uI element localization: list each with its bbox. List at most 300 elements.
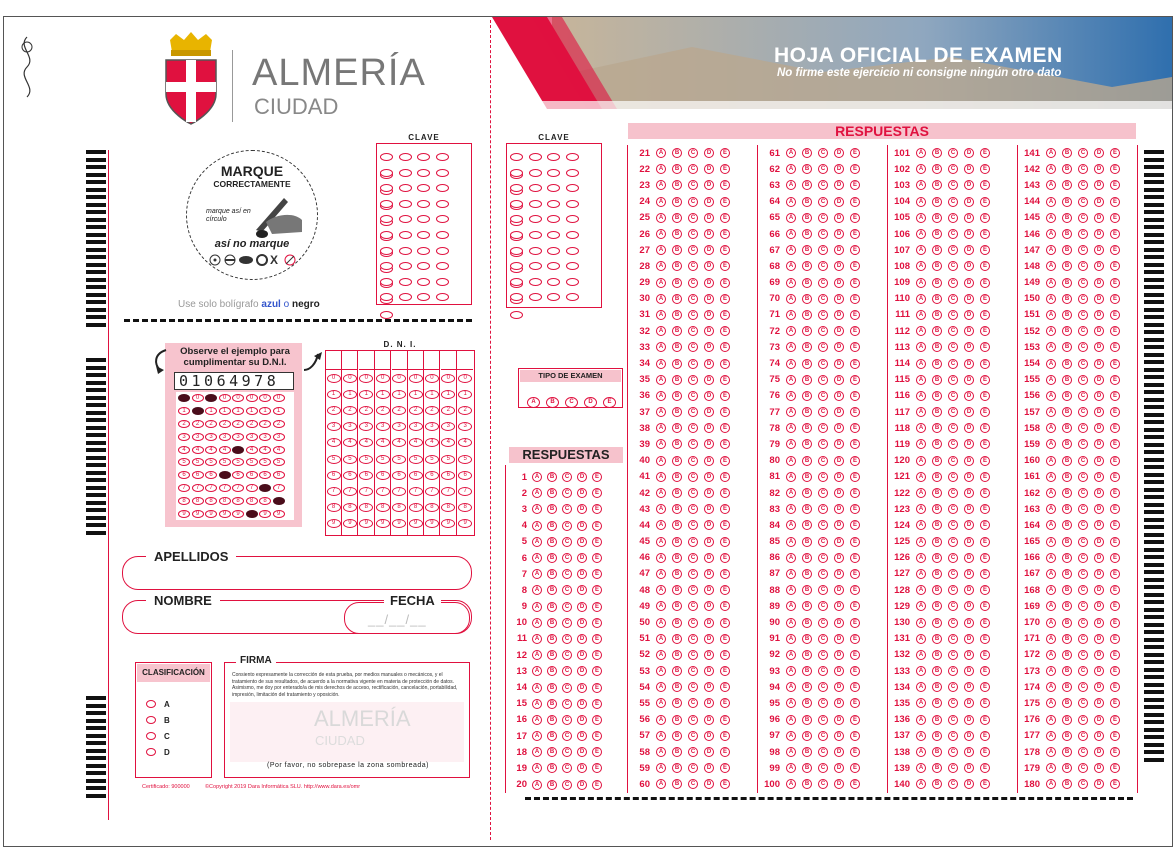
answer-bubble[interactable]: C <box>948 423 958 433</box>
answer-bubble[interactable]: E <box>592 553 602 563</box>
answer-bubble[interactable]: C <box>948 148 958 158</box>
clave-bubble[interactable] <box>436 293 449 301</box>
answer-bubble[interactable]: A <box>1046 553 1056 563</box>
dni-write-box[interactable] <box>457 351 473 370</box>
answer-bubble[interactable]: E <box>980 229 990 239</box>
answer-bubble[interactable]: C <box>688 747 698 757</box>
answer-bubble[interactable]: B <box>802 682 812 692</box>
answer-bubble[interactable]: E <box>1110 585 1120 595</box>
answer-bubble[interactable]: A <box>1046 439 1056 449</box>
clave-bubble[interactable] <box>510 278 523 286</box>
answer-bubble[interactable]: E <box>592 504 602 514</box>
dni-bubble[interactable]: 3 <box>425 422 439 431</box>
answer-bubble[interactable]: E <box>720 585 730 595</box>
dni-bubble[interactable]: 5 <box>425 455 439 464</box>
answer-bubble[interactable]: D <box>704 553 714 563</box>
answer-bubble[interactable]: E <box>850 375 860 385</box>
answer-bubble[interactable]: E <box>720 278 730 288</box>
answer-bubble[interactable]: D <box>704 763 714 773</box>
answer-bubble[interactable]: C <box>1078 715 1088 725</box>
dni-bubble[interactable]: 5 <box>392 455 406 464</box>
dni-bubble[interactable]: 5 <box>359 455 373 464</box>
answer-bubble[interactable]: D <box>704 601 714 611</box>
answer-bubble[interactable]: C <box>948 634 958 644</box>
answer-bubble[interactable]: D <box>1094 164 1104 174</box>
clave-bubble[interactable] <box>399 169 412 177</box>
answer-bubble[interactable]: A <box>916 682 926 692</box>
answer-bubble[interactable]: B <box>1062 569 1072 579</box>
answer-bubble[interactable]: E <box>1110 375 1120 385</box>
clave-bubble[interactable] <box>510 215 523 223</box>
answer-bubble[interactable]: C <box>688 715 698 725</box>
answer-bubble[interactable]: A <box>786 197 796 207</box>
answer-bubble[interactable]: D <box>964 488 974 498</box>
answer-bubble[interactable]: E <box>980 180 990 190</box>
answer-bubble[interactable]: A <box>532 699 542 709</box>
answer-bubble[interactable]: B <box>1062 326 1072 336</box>
answer-bubble[interactable]: D <box>964 213 974 223</box>
answer-bubble[interactable]: C <box>1078 278 1088 288</box>
answer-bubble[interactable]: C <box>1078 342 1088 352</box>
dni-bubble[interactable]: 9 <box>458 519 472 528</box>
answer-bubble[interactable]: D <box>964 456 974 466</box>
answer-bubble[interactable]: A <box>786 634 796 644</box>
tipo-examen-bubble[interactable]: C <box>565 397 578 408</box>
answer-bubble[interactable]: D <box>1094 779 1104 789</box>
answer-bubble[interactable]: C <box>1078 245 1088 255</box>
answer-bubble[interactable]: D <box>834 456 844 466</box>
answer-bubble[interactable]: A <box>656 715 666 725</box>
answer-bubble[interactable]: D <box>704 342 714 352</box>
answer-bubble[interactable]: C <box>948 229 958 239</box>
answer-bubble[interactable]: C <box>818 763 828 773</box>
answer-bubble[interactable]: E <box>1110 504 1120 514</box>
answer-bubble[interactable]: A <box>656 197 666 207</box>
answer-bubble[interactable]: C <box>818 666 828 676</box>
answer-bubble[interactable]: B <box>1062 342 1072 352</box>
answer-bubble[interactable]: E <box>980 682 990 692</box>
answer-bubble[interactable]: C <box>948 747 958 757</box>
answer-bubble[interactable]: E <box>850 634 860 644</box>
answer-bubble[interactable]: A <box>1046 213 1056 223</box>
answer-bubble[interactable]: E <box>850 569 860 579</box>
answer-bubble[interactable]: D <box>834 504 844 514</box>
answer-bubble[interactable]: E <box>850 698 860 708</box>
answer-bubble[interactable]: E <box>720 698 730 708</box>
dni-bubble[interactable]: 9 <box>327 519 341 528</box>
answer-bubble[interactable]: A <box>786 375 796 385</box>
answer-bubble[interactable]: A <box>532 569 542 579</box>
answer-bubble[interactable]: B <box>1062 520 1072 530</box>
answer-bubble[interactable]: E <box>1110 294 1120 304</box>
answer-bubble[interactable]: C <box>818 326 828 336</box>
answer-bubble[interactable]: A <box>786 245 796 255</box>
answer-bubble[interactable]: B <box>672 585 682 595</box>
answer-bubble[interactable]: C <box>688 423 698 433</box>
answer-bubble[interactable]: C <box>562 715 572 725</box>
answer-bubble[interactable]: C <box>688 504 698 514</box>
answer-bubble[interactable]: C <box>688 294 698 304</box>
answer-bubble[interactable]: A <box>1046 407 1056 417</box>
answer-bubble[interactable]: C <box>1078 423 1088 433</box>
answer-bubble[interactable]: B <box>547 747 557 757</box>
clave-bubble[interactable] <box>380 278 393 286</box>
clave-bubble[interactable] <box>547 215 560 223</box>
answer-bubble[interactable]: B <box>932 520 942 530</box>
answer-bubble[interactable]: B <box>672 407 682 417</box>
answer-bubble[interactable]: B <box>672 634 682 644</box>
answer-bubble[interactable]: C <box>688 650 698 660</box>
answer-bubble[interactable]: C <box>948 407 958 417</box>
dni-bubble[interactable]: 9 <box>376 519 390 528</box>
answer-bubble[interactable]: D <box>1094 488 1104 498</box>
answer-bubble[interactable]: D <box>964 359 974 369</box>
answer-bubble[interactable]: D <box>1094 310 1104 320</box>
answer-bubble[interactable]: C <box>948 537 958 547</box>
answer-bubble[interactable]: B <box>672 310 682 320</box>
answer-bubble[interactable]: C <box>818 197 828 207</box>
answer-bubble[interactable]: A <box>786 585 796 595</box>
answer-bubble[interactable]: E <box>980 650 990 660</box>
dni-bubble[interactable]: 7 <box>343 487 357 496</box>
clave-bubble[interactable] <box>380 200 393 208</box>
answer-bubble[interactable]: D <box>834 326 844 336</box>
answer-bubble[interactable]: A <box>786 326 796 336</box>
clave-bubble[interactable] <box>566 153 579 161</box>
answer-bubble[interactable]: D <box>577 650 587 660</box>
answer-bubble[interactable]: E <box>592 747 602 757</box>
answer-bubble[interactable]: E <box>980 537 990 547</box>
answer-bubble[interactable]: C <box>818 472 828 482</box>
dni-bubble[interactable]: 9 <box>441 519 455 528</box>
answer-bubble[interactable]: E <box>850 326 860 336</box>
answer-bubble[interactable]: C <box>1078 456 1088 466</box>
answer-bubble[interactable]: B <box>672 779 682 789</box>
answer-bubble[interactable]: B <box>932 229 942 239</box>
answer-bubble[interactable]: D <box>704 310 714 320</box>
answer-bubble[interactable]: E <box>592 731 602 741</box>
answer-bubble[interactable]: D <box>964 197 974 207</box>
answer-bubble[interactable]: E <box>1110 180 1120 190</box>
answer-bubble[interactable]: B <box>932 294 942 304</box>
answer-bubble[interactable]: C <box>818 634 828 644</box>
answer-bubble[interactable]: A <box>916 520 926 530</box>
dni-bubble[interactable]: 6 <box>376 471 390 480</box>
answer-bubble[interactable]: D <box>704 278 714 288</box>
answer-bubble[interactable]: C <box>948 294 958 304</box>
answer-bubble[interactable]: A <box>786 715 796 725</box>
answer-bubble[interactable]: A <box>1046 229 1056 239</box>
answer-bubble[interactable]: A <box>916 294 926 304</box>
answer-bubble[interactable]: E <box>850 537 860 547</box>
answer-bubble[interactable]: C <box>688 537 698 547</box>
clave-bubble[interactable] <box>547 169 560 177</box>
answer-bubble[interactable]: E <box>1110 407 1120 417</box>
answer-bubble[interactable]: D <box>834 213 844 223</box>
answer-bubble[interactable]: D <box>834 553 844 563</box>
answer-bubble[interactable]: C <box>948 553 958 563</box>
answer-bubble[interactable]: D <box>704 537 714 547</box>
answer-bubble[interactable]: A <box>916 618 926 628</box>
dni-bubble[interactable]: 1 <box>327 390 341 399</box>
answer-bubble[interactable]: D <box>964 391 974 401</box>
answer-bubble[interactable]: E <box>720 310 730 320</box>
answer-bubble[interactable]: E <box>720 504 730 514</box>
tipo-examen-bubble[interactable]: A <box>527 397 540 408</box>
clave-bubble[interactable] <box>510 262 523 270</box>
answer-bubble[interactable]: B <box>932 180 942 190</box>
answer-bubble[interactable]: C <box>688 359 698 369</box>
answer-bubble[interactable]: E <box>850 618 860 628</box>
answer-bubble[interactable]: D <box>577 472 587 482</box>
answer-bubble[interactable]: E <box>1110 472 1120 482</box>
answer-bubble[interactable]: A <box>656 634 666 644</box>
clave-bubble[interactable] <box>547 184 560 192</box>
answer-bubble[interactable]: B <box>802 747 812 757</box>
answer-bubble[interactable]: A <box>786 342 796 352</box>
answer-bubble[interactable]: E <box>980 375 990 385</box>
answer-bubble[interactable]: D <box>704 245 714 255</box>
answer-bubble[interactable]: D <box>577 488 587 498</box>
answer-bubble[interactable]: B <box>672 278 682 288</box>
answer-bubble[interactable]: D <box>577 521 587 531</box>
answer-bubble[interactable]: A <box>656 148 666 158</box>
answer-bubble[interactable]: D <box>1094 520 1104 530</box>
answer-bubble[interactable]: C <box>818 698 828 708</box>
answer-bubble[interactable]: A <box>786 213 796 223</box>
answer-bubble[interactable]: B <box>802 229 812 239</box>
answer-bubble[interactable]: A <box>786 682 796 692</box>
answer-bubble[interactable]: D <box>834 488 844 498</box>
answer-bubble[interactable]: C <box>1078 229 1088 239</box>
answer-bubble[interactable]: B <box>1062 245 1072 255</box>
answer-bubble[interactable]: C <box>818 779 828 789</box>
answer-bubble[interactable]: C <box>818 715 828 725</box>
clave-bubble[interactable] <box>417 247 430 255</box>
answer-bubble[interactable]: B <box>802 666 812 676</box>
answer-bubble[interactable]: C <box>818 278 828 288</box>
answer-bubble[interactable]: C <box>948 488 958 498</box>
answer-bubble[interactable]: D <box>834 601 844 611</box>
answer-bubble[interactable]: D <box>964 261 974 271</box>
answer-bubble[interactable]: A <box>656 618 666 628</box>
answer-bubble[interactable]: C <box>688 634 698 644</box>
answer-bubble[interactable]: B <box>1062 439 1072 449</box>
clave-grid-right[interactable] <box>506 143 602 308</box>
answer-bubble[interactable]: B <box>802 359 812 369</box>
answer-bubble[interactable]: E <box>720 666 730 676</box>
clasificacion-option[interactable] <box>146 744 206 760</box>
clasificacion-bubble[interactable] <box>146 748 156 756</box>
clave-bubble[interactable] <box>510 247 523 255</box>
answer-bubble[interactable]: C <box>948 375 958 385</box>
answer-bubble[interactable]: E <box>850 456 860 466</box>
answer-bubble[interactable]: D <box>704 294 714 304</box>
dni-grid[interactable] <box>325 350 475 536</box>
answer-bubble[interactable]: C <box>688 261 698 271</box>
answer-bubble[interactable]: E <box>720 715 730 725</box>
answer-bubble[interactable]: B <box>672 326 682 336</box>
answer-bubble[interactable]: E <box>592 683 602 693</box>
clave-bubble[interactable] <box>399 262 412 270</box>
dni-bubble[interactable]: 4 <box>359 438 373 447</box>
clave-bubble[interactable] <box>399 215 412 223</box>
answer-bubble[interactable]: C <box>1078 779 1088 789</box>
clasificacion-option[interactable] <box>146 712 206 728</box>
answer-bubble[interactable]: D <box>704 682 714 692</box>
dni-bubble[interactable]: 4 <box>441 438 455 447</box>
answer-bubble[interactable]: B <box>547 780 557 790</box>
dni-bubble[interactable]: 5 <box>409 455 423 464</box>
dni-bubble[interactable]: 6 <box>359 471 373 480</box>
answer-bubble[interactable]: C <box>688 439 698 449</box>
answer-bubble[interactable]: C <box>688 618 698 628</box>
clave-bubble[interactable] <box>566 169 579 177</box>
answer-bubble[interactable]: A <box>916 407 926 417</box>
answer-bubble[interactable]: D <box>964 682 974 692</box>
answer-bubble[interactable]: E <box>592 521 602 531</box>
answer-bubble[interactable]: D <box>1094 326 1104 336</box>
answer-bubble[interactable]: D <box>1094 180 1104 190</box>
answer-bubble[interactable]: E <box>980 601 990 611</box>
answer-bubble[interactable]: A <box>916 164 926 174</box>
dni-bubble[interactable]: 5 <box>343 455 357 464</box>
answer-bubble[interactable]: C <box>818 213 828 223</box>
dni-bubble[interactable]: 4 <box>409 438 423 447</box>
dni-bubble[interactable]: 3 <box>409 422 423 431</box>
answer-bubble[interactable]: A <box>916 197 926 207</box>
answer-bubble[interactable]: A <box>786 488 796 498</box>
answer-bubble[interactable]: B <box>547 472 557 482</box>
answer-bubble[interactable]: D <box>704 569 714 579</box>
answer-bubble[interactable]: D <box>704 618 714 628</box>
clave-bubble[interactable] <box>529 293 542 301</box>
answer-bubble[interactable]: D <box>577 780 587 790</box>
answer-bubble[interactable]: A <box>656 569 666 579</box>
answer-bubble[interactable]: D <box>1094 682 1104 692</box>
answer-bubble[interactable]: A <box>786 148 796 158</box>
clave-bubble[interactable] <box>417 169 430 177</box>
clave-bubble[interactable] <box>529 169 542 177</box>
answer-bubble[interactable]: E <box>980 488 990 498</box>
answer-bubble[interactable]: B <box>802 472 812 482</box>
answer-bubble[interactable]: E <box>592 634 602 644</box>
answer-bubble[interactable]: B <box>1062 779 1072 789</box>
answer-bubble[interactable]: E <box>980 585 990 595</box>
answer-bubble[interactable]: C <box>948 439 958 449</box>
answer-bubble[interactable]: E <box>1110 213 1120 223</box>
answer-bubble[interactable]: A <box>656 310 666 320</box>
answer-bubble[interactable]: A <box>1046 261 1056 271</box>
answer-bubble[interactable]: B <box>932 391 942 401</box>
answer-bubble[interactable]: D <box>834 278 844 288</box>
answers-col-2[interactable] <box>616 145 746 793</box>
answer-bubble[interactable]: C <box>562 602 572 612</box>
clave-bubble[interactable] <box>436 231 449 239</box>
answer-bubble[interactable]: D <box>834 569 844 579</box>
answer-bubble[interactable]: B <box>802 148 812 158</box>
answer-bubble[interactable]: D <box>834 537 844 547</box>
answer-bubble[interactable]: B <box>802 731 812 741</box>
answer-bubble[interactable]: B <box>932 407 942 417</box>
answer-bubble[interactable]: E <box>980 391 990 401</box>
answer-bubble[interactable]: D <box>704 698 714 708</box>
answer-bubble[interactable]: D <box>834 439 844 449</box>
dni-bubble[interactable]: 2 <box>392 406 406 415</box>
dni-bubble[interactable]: 3 <box>392 422 406 431</box>
answer-bubble[interactable]: D <box>964 537 974 547</box>
answer-bubble[interactable]: C <box>1078 439 1088 449</box>
answer-bubble[interactable]: E <box>980 148 990 158</box>
answer-bubble[interactable]: C <box>1078 310 1088 320</box>
answer-bubble[interactable]: E <box>720 294 730 304</box>
answer-bubble[interactable]: A <box>656 359 666 369</box>
answer-bubble[interactable]: C <box>818 553 828 563</box>
answer-bubble[interactable]: A <box>656 747 666 757</box>
dni-bubble[interactable]: 6 <box>425 471 439 480</box>
answer-bubble[interactable]: D <box>1094 261 1104 271</box>
answer-bubble[interactable]: C <box>948 601 958 611</box>
answer-bubble[interactable]: A <box>916 488 926 498</box>
answer-bubble[interactable]: B <box>932 423 942 433</box>
answer-bubble[interactable]: D <box>1094 715 1104 725</box>
answer-bubble[interactable]: D <box>704 650 714 660</box>
answer-bubble[interactable]: C <box>1078 747 1088 757</box>
answer-bubble[interactable]: D <box>964 164 974 174</box>
answer-bubble[interactable]: B <box>1062 634 1072 644</box>
answer-bubble[interactable]: E <box>980 569 990 579</box>
clasificacion-bubble[interactable] <box>146 732 156 740</box>
answer-bubble[interactable]: C <box>948 197 958 207</box>
clave-bubble[interactable] <box>399 278 412 286</box>
dni-write-box[interactable] <box>375 351 390 370</box>
answer-bubble[interactable]: E <box>980 472 990 482</box>
answer-bubble[interactable]: E <box>1110 779 1120 789</box>
answer-bubble[interactable]: D <box>834 148 844 158</box>
answer-bubble[interactable]: B <box>932 213 942 223</box>
clave-bubble[interactable] <box>399 184 412 192</box>
clave-bubble[interactable] <box>510 293 523 301</box>
dni-bubble[interactable]: 2 <box>343 406 357 415</box>
answer-bubble[interactable]: C <box>948 520 958 530</box>
answer-bubble[interactable]: D <box>704 520 714 530</box>
answer-bubble[interactable]: C <box>818 407 828 417</box>
dni-write-box[interactable] <box>359 351 374 370</box>
answer-bubble[interactable]: C <box>1078 698 1088 708</box>
answer-bubble[interactable]: C <box>688 164 698 174</box>
answer-bubble[interactable]: E <box>850 197 860 207</box>
answer-bubble[interactable]: B <box>547 715 557 725</box>
answer-bubble[interactable]: B <box>547 763 557 773</box>
answer-bubble[interactable]: D <box>964 763 974 773</box>
answer-bubble[interactable]: B <box>802 569 812 579</box>
answer-bubble[interactable]: E <box>720 407 730 417</box>
answer-bubble[interactable]: C <box>1078 375 1088 385</box>
answer-bubble[interactable]: A <box>916 278 926 288</box>
answer-bubble[interactable]: C <box>818 520 828 530</box>
answer-bubble[interactable]: C <box>948 245 958 255</box>
answer-bubble[interactable]: A <box>916 148 926 158</box>
answer-bubble[interactable]: C <box>1078 520 1088 530</box>
clave-bubble[interactable] <box>547 293 560 301</box>
answer-bubble[interactable]: C <box>562 521 572 531</box>
answer-bubble[interactable]: D <box>1094 197 1104 207</box>
answer-bubble[interactable]: D <box>704 634 714 644</box>
answer-bubble[interactable]: B <box>672 504 682 514</box>
answer-bubble[interactable]: E <box>1110 310 1120 320</box>
answer-bubble[interactable]: C <box>1078 391 1088 401</box>
answer-bubble[interactable]: D <box>1094 391 1104 401</box>
